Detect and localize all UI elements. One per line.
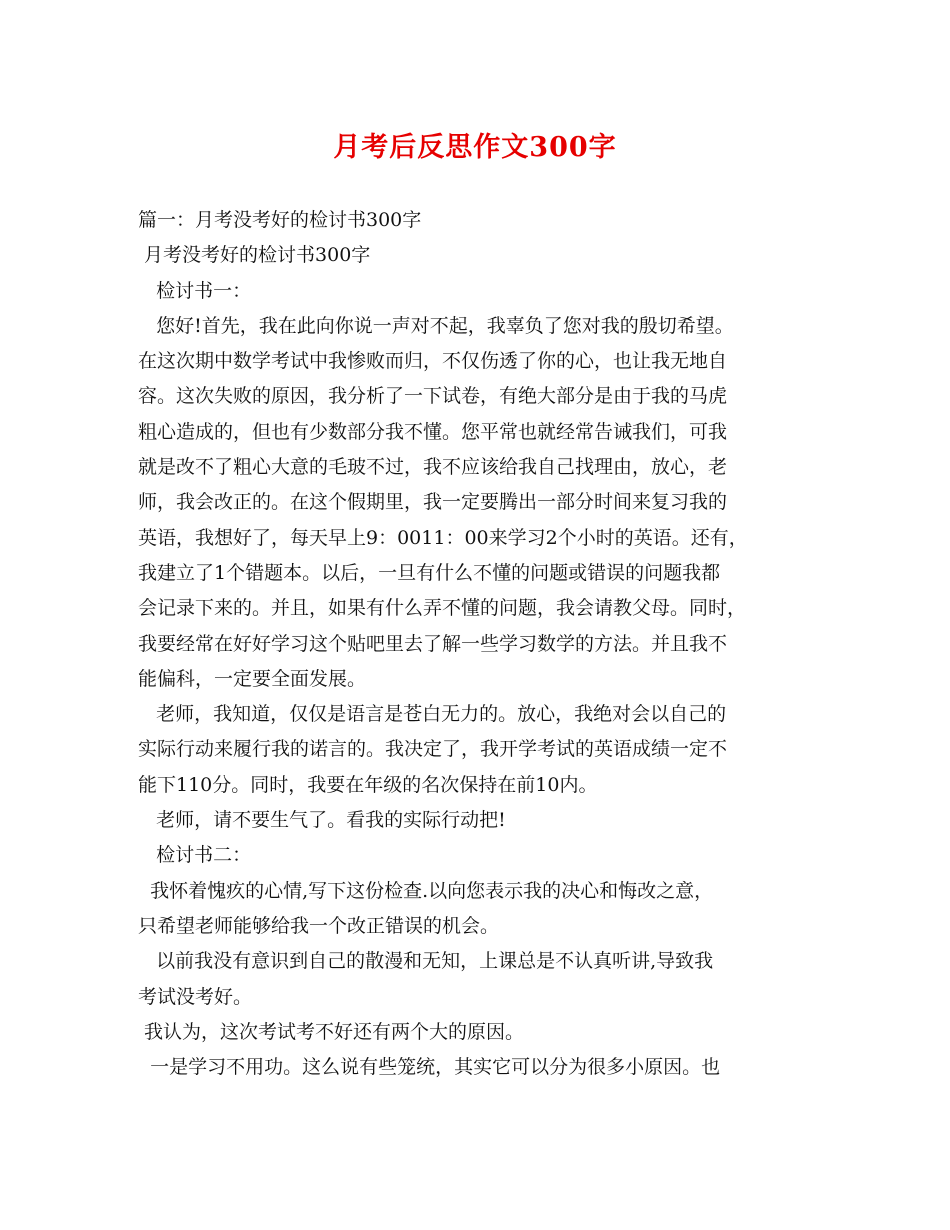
- text-line: 老师，我知道，仅仅是语言是苍白无力的。放心，我绝对会以自己的: [138, 703, 727, 726]
- text-line: 老师，请不要生气了。看我的实际行动把!: [138, 809, 506, 832]
- text-line: 实际行动来履行我的诺言的。我决定了，我开学考试的英语成绩一定不: [138, 738, 728, 761]
- text-line: 以前我没有意识到自己的散漫和无知，上课总是不认真听讲,导致我: [138, 950, 714, 973]
- text-line: 您好!首先，我在此向你说一声对不起，我辜负了您对我的殷切希望。: [138, 314, 734, 337]
- text-line: 我认为，这次考试考不好还有两个大的原因。: [138, 1020, 525, 1043]
- text-line: 我要经常在好好学习这个贴吧里去了解一些学习数学的方法。并且我不: [138, 632, 728, 655]
- text-line: 篇一：月考没考好的检讨书300字: [138, 209, 422, 231]
- text-line: 粗心造成的，但也有少数部分我不懂。您平常也就经常告诫我们，可我: [138, 420, 728, 443]
- text-line: 容。这次失败的原因，我分析了一下试卷，有绝大部分是由于我的马虎: [138, 385, 728, 408]
- text-line: 会记录下来的。并且，如果有什么弄不懂的问题，我会请教父母。同时，: [138, 597, 747, 620]
- text-line: 月考没考好的检讨书300字: [138, 244, 371, 267]
- text-line: 检讨书一：: [138, 279, 252, 302]
- text-line: 考试没考好。: [138, 985, 253, 1008]
- text-line: 能偏科，一定要全面发展。: [138, 667, 367, 690]
- text-line: 检讨书二：: [138, 844, 252, 867]
- text-line: 就是改不了粗心大意的毛玻不过，我不应该给我自己找理由，放心，老: [138, 456, 728, 479]
- text-line: 我怀着愧疚的心情,写下这份检查.以向您表示我的决心和悔改之意，: [138, 879, 714, 902]
- text-line: 只希望老师能够给我一个改正错误的机会。: [138, 914, 500, 937]
- document-body: [138, 203, 828, 1085]
- text-line: 在这次期中数学考试中我惨败而归，不仅伤透了你的心，也让我无地自: [138, 350, 728, 373]
- text-line: 能下110分。同时，我要在年级的名次保持在前10内。: [138, 773, 598, 796]
- text-line: 师，我会改正的。在这个假期里，我一定要腾出一部分时间来复习我的: [138, 491, 728, 514]
- text-line: 一是学习不用功。这么说有些笼统，其实它可以分为很多小原因。也: [138, 1056, 721, 1079]
- text-line: 我建立了1个错题本。以后，一旦有什么不懂的问题或错误的问题我都: [138, 561, 721, 584]
- text-line: 英语，我想好了，每天早上9：0011：00来学习2个小时的英语。还有，: [138, 526, 748, 549]
- document-title: 月考后反思作文300字: [333, 132, 617, 163]
